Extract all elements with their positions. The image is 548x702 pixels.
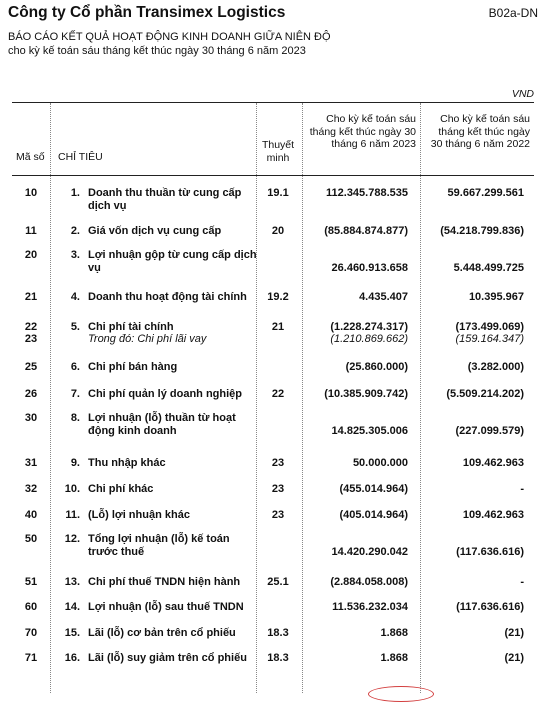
company-stamp: [368, 686, 434, 702]
row-label: Giá vốn dịch vụ cung cấp: [88, 225, 222, 237]
row-code: 60: [24, 601, 38, 613]
row-label: Chi phí bán hàng: [88, 361, 178, 373]
report-subtitle: cho kỳ kế toán sáu tháng kết thúc ngày 30 tháng 6 năm 2023: [8, 45, 306, 57]
row-number: 16.: [64, 652, 80, 664]
row-code: 50: [24, 533, 38, 545]
row-code: 10: [24, 187, 38, 199]
header-code: Mã số: [16, 151, 45, 163]
row-label: Chi phí thuế TNDN hiện hành: [88, 576, 241, 588]
value-2022: (21): [504, 627, 524, 639]
header-item: CHỈ TIÊU: [58, 151, 103, 163]
row-label: Thu nhập khác: [88, 457, 166, 469]
value-2023: (10.385.909.742): [324, 388, 408, 400]
row-label: Chi phí khác: [88, 483, 154, 495]
value-2023: (1.228.274.317): [330, 321, 408, 333]
row-code: 51: [24, 576, 38, 588]
row-number: 9.: [70, 457, 80, 469]
value-2023: 1.868: [380, 652, 408, 664]
value-2023: 26.460.913.658: [331, 262, 408, 274]
value-2022: 109.462.963: [462, 457, 524, 469]
row-note: 23: [271, 483, 285, 495]
row-code: 25: [24, 361, 38, 373]
row-code: 20: [24, 249, 38, 261]
value-2023: 1.868: [380, 627, 408, 639]
row-code: 22: [24, 321, 38, 333]
row-number: 13.: [64, 576, 80, 588]
header-period-2023: Cho kỳ kế toán sáu tháng kết thúc ngày 30 tháng 6 năm 2023: [309, 113, 416, 150]
row-note: 18.3: [267, 627, 289, 639]
row-code: 30: [24, 412, 38, 424]
value-2022: 109.462.963: [462, 509, 524, 521]
row-number: 6.: [70, 361, 80, 373]
row-number: 7.: [70, 388, 80, 400]
value-2022: (5.509.214.202): [446, 388, 524, 400]
row-note: 21: [271, 321, 285, 333]
value-2022: -: [520, 576, 524, 588]
report-title: BÁO CÁO KẾT QUẢ HOẠT ĐỘNG KINH DOANH GIỮA NIÊN ĐỘ: [8, 31, 331, 43]
value-2022: (21): [504, 652, 524, 664]
row-code: 31: [24, 457, 38, 469]
row-number: 10.: [64, 483, 80, 495]
value-2023: (405.014.964): [339, 509, 408, 521]
row-note: 20: [271, 225, 285, 237]
row-code: 26: [24, 388, 38, 400]
value-2022: 10.395.967: [468, 291, 524, 303]
row-note: 25.1: [267, 576, 289, 588]
value-2023: 4.435.407: [359, 291, 408, 303]
row-note: 19.2: [267, 291, 289, 303]
value-2023: (455.014.964): [339, 483, 408, 495]
currency-unit: VND: [511, 88, 534, 100]
row-code: 21: [24, 291, 38, 303]
income-statement-table: [12, 102, 534, 693]
value-2023: 50.000.000: [352, 457, 408, 469]
row-label: Doanh thu thuần từ cung cấp dịch vụ: [88, 187, 242, 212]
form-code: B02a-DN: [488, 6, 538, 20]
column-divider: [50, 103, 51, 693]
value-2022: (227.099.579): [455, 425, 524, 437]
value-2022: (3.282.000): [467, 361, 524, 373]
row-label: Lợi nhuận (lỗ) thuần từ hoạt động kinh doanh: [88, 412, 236, 437]
header-period-2022: Cho kỳ kế toán sáu tháng kết thúc ngày 30 tháng 6 năm 2022: [430, 113, 530, 150]
row-code: 32: [24, 483, 38, 495]
row-note: 22: [271, 388, 285, 400]
row-number: 1.: [70, 187, 80, 199]
value-2023: (1.210.869.662): [330, 333, 408, 345]
value-2022: (173.499.069): [455, 321, 524, 333]
row-code: 23: [24, 333, 38, 345]
value-2022: -: [520, 483, 524, 495]
row-label: Tổng lợi nhuận (lỗ) kế toán trước thuế: [88, 533, 230, 558]
row-label: (Lỗ) lợi nhuận khác: [88, 509, 190, 521]
value-2023: (25.860.000): [345, 361, 408, 373]
row-code: 70: [24, 627, 38, 639]
value-2023: (85.884.874.877): [324, 225, 408, 237]
row-number: 3.: [70, 249, 80, 261]
value-2023: (2.884.058.008): [330, 576, 408, 588]
row-number: 5.: [70, 321, 80, 333]
row-number: 11.: [65, 509, 80, 521]
value-2022: (54.218.799.836): [440, 225, 524, 237]
company-name: Công ty Cổ phần Transimex Logistics: [8, 4, 286, 21]
row-label: Lãi (lỗ) suy giảm trên cổ phiếu: [88, 652, 247, 664]
row-code: 40: [24, 509, 38, 521]
row-code: 11: [25, 225, 37, 237]
value-2022: (159.164.347): [455, 333, 524, 345]
row-number: 8.: [70, 412, 80, 424]
row-note: 19.1: [267, 187, 289, 199]
value-2022: (117.636.616): [456, 546, 524, 558]
value-2022: 59.667.299.561: [447, 187, 524, 199]
value-2022: (117.636.616): [456, 601, 524, 613]
value-2023: 112.345.788.535: [326, 187, 408, 199]
row-note: 23: [271, 457, 285, 469]
value-2023: 14.420.290.042: [331, 546, 408, 558]
row-number: 12.: [64, 533, 80, 545]
value-2023: 11.536.232.034: [332, 601, 408, 613]
row-note: 23: [271, 509, 285, 521]
header-rule: [12, 175, 534, 176]
column-divider: [302, 103, 303, 693]
row-label: Doanh thu hoạt động tài chính: [88, 291, 247, 303]
row-label: Chi phí tài chính: [88, 321, 174, 333]
row-number: 4.: [70, 291, 80, 303]
value-2022: 5.448.499.725: [453, 262, 524, 274]
row-label: Trong đó: Chi phí lãi vay: [88, 333, 207, 345]
row-label: Lợi nhuận (lỗ) sau thuế TNDN: [88, 601, 244, 613]
row-label: Lợi nhuận gộp từ cung cấp dịch vụ: [88, 249, 257, 274]
row-label: Lãi (lỗ) cơ bản trên cổ phiếu: [88, 627, 236, 639]
column-divider: [420, 103, 421, 693]
row-number: 15.: [64, 627, 80, 639]
row-number: 14.: [64, 601, 80, 613]
value-2023: 14.825.305.006: [331, 425, 408, 437]
header-note: Thuyết minh: [261, 139, 295, 164]
row-number: 2.: [70, 225, 80, 237]
row-label: Chi phí quản lý doanh nghiệp: [88, 388, 242, 400]
row-note: 18.3: [267, 652, 289, 664]
row-code: 71: [24, 652, 38, 664]
